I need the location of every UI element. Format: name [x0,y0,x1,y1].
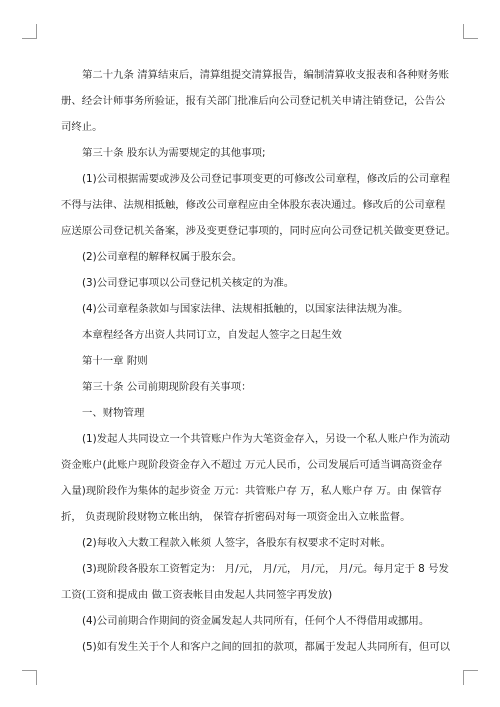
text-line: (2)每收入大数工程款入帐须 人签字，各股东有权要求不定时对帐。 [82,537,391,549]
text-line: (1)发起人共同设立一个共管账户作为大笔资金存入，另设一个私人账户作为流动 [82,433,450,445]
text-line: 资金账户(此账户现阶段资金存入不超过 万元人民币，公司发展后可适当调高资金存 [61,459,443,471]
text-line: 册、经会计师事务所验证，报有关部门批准后向公司登记机关申请注销登记，公告公 [61,95,446,107]
text-line: 第二十九条 清算结束后，清算组提交清算报告，编制清算收支报表和各种财务账 [82,69,449,81]
text-line: 入量)现阶段作为集体的起步资金 万元：共管账户存 万，私人账户存 万。由 保管存 [61,485,442,497]
text-line: 不得与法律、法规相抵触，修改公司章程应由全体股东表决通过。修改后的公司章程 [61,199,446,211]
paragraph [61,530,441,556]
text-line: 应送原公司登记机关备案，涉及变更登记事项的，同时应向公司登记机关做变更登记。 [61,225,456,237]
text-line: 折， 负责现阶段财物立帐出纳， 保管存折密码对每一项资金出入立帐监督。 [61,511,411,523]
text-line: (3)现阶段各股东工资暂定为： 月/元， 月/元， 月/元， 月/元。每月定于 8 号发 [82,563,449,575]
paragraph [61,634,450,660]
paragraph [61,244,441,270]
paragraph [61,270,441,296]
text-line: 第十一章 附则 [82,355,148,367]
crop-mark-top-right [463,24,478,39]
crop-mark-bottom-right [463,670,478,685]
paragraph [61,166,456,244]
text-line: (4)公司前期合作期间的资金属发起人共同所有，任何个人不得借用或挪用。 [82,615,430,627]
paragraph [61,140,441,166]
paragraph [61,426,450,530]
text-line: (2)公司章程的解释权属于股东会。 [82,251,243,263]
paragraph [61,322,441,348]
text-line: 本章程经各方出资人共同订立，自发起人签字之日起生效 [82,329,342,341]
paragraph [61,608,441,634]
text-line: 第三十条 公司前期现阶段有关事项： [82,381,252,393]
text-line: 一、财物管理 [82,407,145,419]
text-line: (4)公司章程条款如与国家法律、法规相抵触的，以国家法律法规为准。 [82,303,409,315]
text-line: (3)公司登记事项以公司登记机关核定的为准。 [82,277,295,289]
paragraph [61,296,441,322]
paragraph [61,556,449,608]
document-body [61,62,456,660]
text-line: 司终止。 [61,121,103,133]
crop-mark-top-left [22,24,37,39]
paragraph [61,348,441,374]
paragraph [61,62,449,140]
text-line: 第三十条 股东认为需要规定的其他事项; [82,147,266,159]
text-line: 工资(工资和提成由 做工资表帐目由发起人共同签字再发放) [61,589,333,601]
text-line: (5)如有发生关于个人和客户之间的回扣的款项，都属于发起人共同所有，但可以 [82,641,450,653]
text-line: (1)公司根据需要或涉及公司登记事项变更的可修改公司章程，修改后的公司章程 [82,173,450,185]
paragraph [61,374,441,400]
paragraph [61,400,441,426]
crop-mark-bottom-left [22,670,37,685]
